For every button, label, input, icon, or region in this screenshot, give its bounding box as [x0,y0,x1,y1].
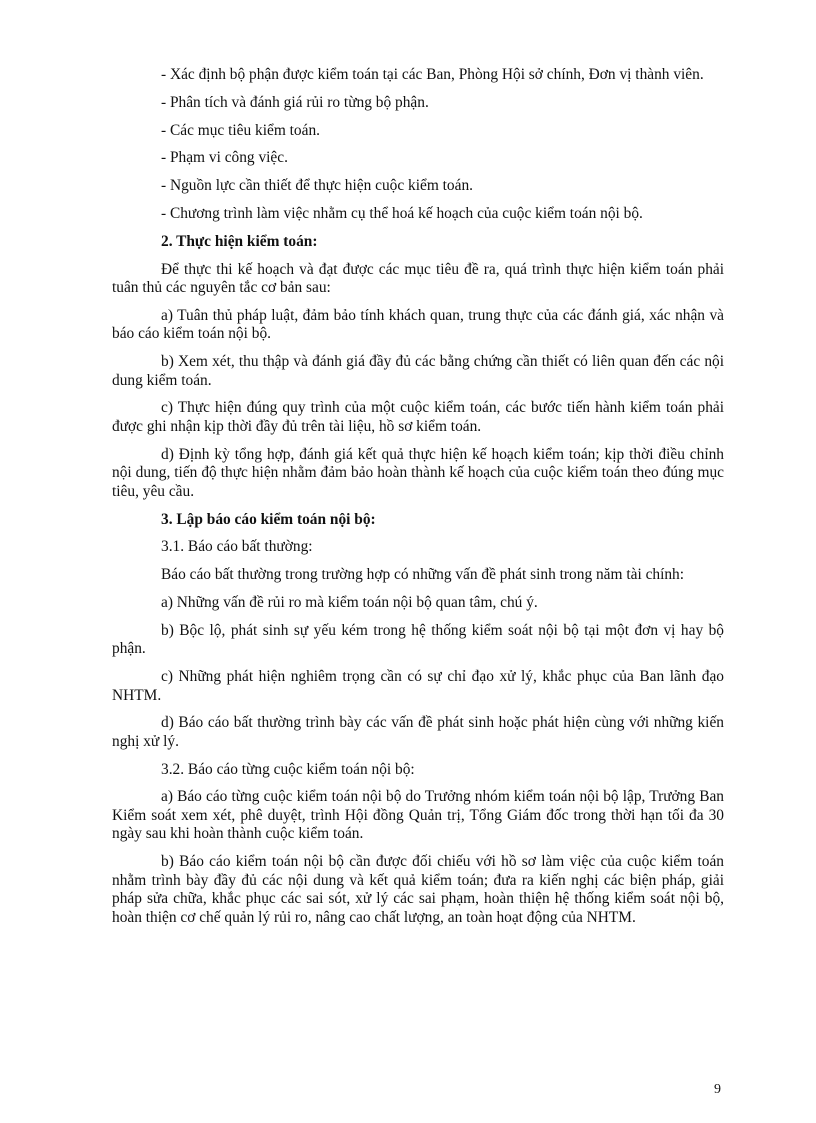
body-paragraph: Báo cáo bất thường trong trường hợp có những vấn đề phát sinh trong năm tài chính: [161,566,685,584]
bullet-paragraph: - Nguồn lực cần thiết để thực hiện cuộc kiểm toán. [161,177,473,195]
list-paragraph: a) Báo cáo từng cuộc kiểm toán nội bộ do Trưởng nhóm kiểm toán nội bộ lập, Trưởng Ban Kiểm soát xem xét, phê duyệt, trình Hội đồng Quản trị, Tổng Giám đốc trong thời hạn tối đa 30 ngày sau khi hoàn thành cuộc kiểm toán. [112,788,724,843]
subsection-heading: 3.2. Báo cáo từng cuộc kiểm toán nội bộ: [161,760,415,778]
bullet-paragraph: - Phân tích và đánh giá rủi ro từng bộ phận. [161,93,429,111]
list-paragraph: a) Những vấn đề rủi ro mà kiểm toán nội bộ quan tâm, chú ý. [161,593,538,611]
list-paragraph: c) Những phát hiện nghiêm trọng cần có sự chỉ đạo xử lý, khắc phục của Ban lãnh đạo NHTM. [112,668,724,704]
list-paragraph: a) Tuân thủ pháp luật, đảm bảo tính khách quan, trung thực của các đánh giá, xác nhận và báo cáo kiểm toán nội bộ. [112,306,724,343]
list-paragraph: c) Thực hiện đúng quy trình của một cuộc kiểm toán, các bước tiến hành kiểm toán phải được ghi nhận kịp thời đầy đủ trên tài liệu, hồ sơ kiểm toán. [112,399,724,435]
list-paragraph: b) Bộc lộ, phát sinh sự yếu kém trong hệ thống kiểm soát nội bộ tại một đơn vị hay bộ phận. [112,621,724,658]
document-body [112,66,724,937]
body-paragraph: Để thực thi kế hoạch và đạt được các mục tiêu đề ra, quá trình thực hiện kiểm toán phải tuân thủ các nguyên tắc cơ bản sau: [112,260,724,297]
bullet-paragraph: - Các mục tiêu kiểm toán. [161,121,320,139]
list-paragraph: b) Xem xét, thu thập và đánh giá đầy đủ các bằng chứng cần thiết có liên quan đến các nội dung kiểm toán. [112,353,724,389]
section-heading: 3. Lập báo cáo kiểm toán nội bộ: [161,510,376,528]
page-number: 9 [714,1082,721,1097]
bullet-paragraph: - Chương trình làm việc nhằm cụ thể hoá kế hoạch của cuộc kiểm toán nội bộ. [161,204,643,222]
section-heading: 2. Thực hiện kiểm toán: [161,232,318,250]
list-paragraph: b) Báo cáo kiểm toán nội bộ cần được đối chiếu với hồ sơ làm việc của cuộc kiểm toán nhằm trình bày đầy đủ các nội dung và kết quả kiểm toán; đưa ra kiến nghị các biện pháp, giải pháp sửa chữa, khắc phục các sai sót, xử lý các sai phạm, hoàn thiện hệ thống kiểm soát nội bộ, hoàn thiện cơ chế quản lý rủi ro, nâng cao chất lượng, an toàn hoạt động của NHTM. [112,853,724,926]
bullet-paragraph: - Phạm vi công việc. [161,149,288,167]
bullet-paragraph: - Xác định bộ phận được kiểm toán tại các Ban, Phòng Hội sở chính, Đơn vị thành viên. [161,66,704,83]
list-paragraph: d) Báo cáo bất thường trình bày các vấn đề phát sinh hoặc phát hiện cùng với những kiến nghị xử lý. [112,714,724,750]
list-paragraph: d) Định kỳ tổng hợp, đánh giá kết quả thực hiện kế hoạch kiểm toán; kịp thời điều chỉnh nội dung, tiến độ thực hiện nhằm đảm bảo hoàn thành kế hoạch của cuộc kiểm toán theo đúng mục tiêu, yêu cầu. [112,445,724,500]
subsection-heading: 3.1. Báo cáo bất thường: [161,538,313,556]
